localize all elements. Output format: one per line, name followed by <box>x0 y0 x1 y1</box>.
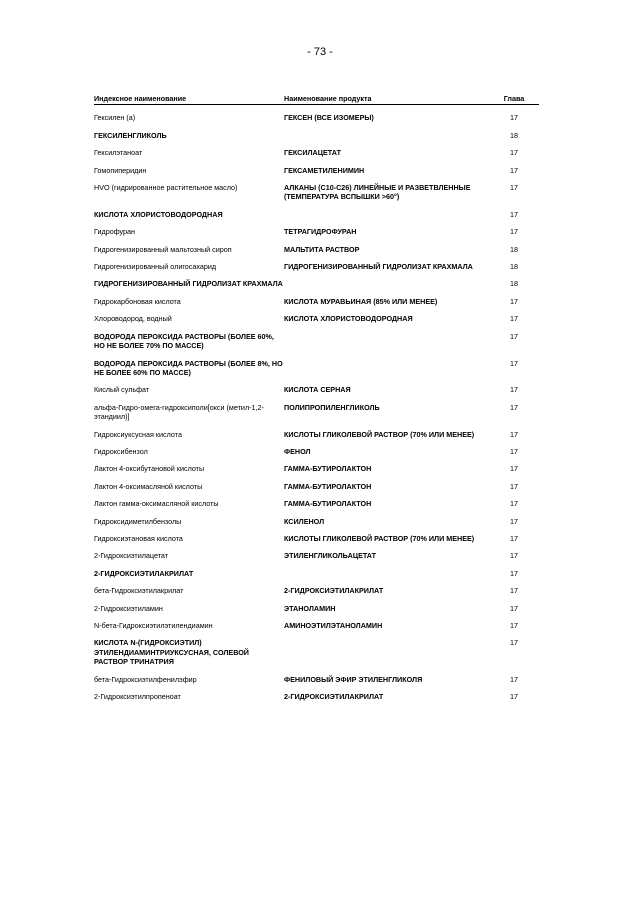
product-name-cell: ЭТАНОЛАМИН <box>284 603 336 613</box>
column-header-chapter: Глава <box>489 94 539 105</box>
index-name-cell: Лактон 4-оксимасляной кислоты <box>94 481 203 491</box>
table-row <box>94 293 539 310</box>
index-name-cell: 2-Гидроксиэтилпропеноат <box>94 692 181 702</box>
index-name-cell: КИСЛОТА ХЛОРИСТОВОДОРОДНАЯ <box>94 209 223 219</box>
chapter-cell: 17 <box>510 429 518 439</box>
index-table <box>94 94 539 705</box>
product-name-cell: ГАММА-БУТИРОЛАКТОН <box>284 464 372 474</box>
chapter-cell: 17 <box>510 638 518 648</box>
table-row <box>94 565 539 582</box>
index-name-cell: N-бета-Гидроксиэтилэтилендиамин <box>94 621 213 630</box>
table-row <box>94 328 539 355</box>
index-name-cell: Гидрогенизированный мальтозный сироп <box>94 244 232 254</box>
table-row <box>94 310 539 327</box>
table-row <box>94 275 539 292</box>
table-row <box>94 105 539 127</box>
table-body <box>94 105 539 706</box>
column-header-product-name: Наименование продукта <box>284 94 489 105</box>
table-row <box>94 426 539 443</box>
index-name-cell: 2-ГИДРОКСИЭТИЛАКРИЛАТ <box>94 568 194 578</box>
product-name-cell: 2-ГИДРОКСИЭТИЛАКРИЛАТ <box>284 692 384 702</box>
index-name-cell: Гидроксибензол <box>94 446 148 456</box>
product-name-cell <box>284 355 489 382</box>
index-name-cell: ГЕКСИЛЕНГЛИКОЛЬ <box>94 130 167 140</box>
index-name-cell: Гексилэтаноат <box>94 148 143 158</box>
chapter-cell: 17 <box>510 551 518 561</box>
table-row <box>94 179 539 206</box>
table-row <box>94 688 539 705</box>
table-row <box>94 582 539 599</box>
index-name-cell: 2-Гидроксиэтилацетат <box>94 551 169 561</box>
product-name-cell: КИСЛОТА МУРАВЬИНАЯ (85% ИЛИ МЕНЕЕ) <box>284 296 438 306</box>
product-name-cell <box>284 565 489 582</box>
product-name-cell: ПОЛИПРОПИЛЕНГЛИКОЛЬ <box>284 402 380 412</box>
index-name-cell: Гидрокарбоновая кислота <box>94 296 181 306</box>
chapter-cell: 18 <box>510 130 518 140</box>
table-row <box>94 530 539 547</box>
chapter-cell: 17 <box>510 481 518 491</box>
chapter-cell: 18 <box>510 262 518 272</box>
chapter-cell: 17 <box>510 603 518 613</box>
chapter-cell: 17 <box>510 331 518 341</box>
chapter-cell: 17 <box>510 499 518 509</box>
product-name-cell: ГАММА-БУТИРОЛАКТОН <box>284 481 372 491</box>
product-name-cell: КИСЛОТЫ ГЛИКОЛЕВОЙ РАСТВОР (70% ИЛИ МЕНЕЕ) <box>284 533 475 543</box>
chapter-cell: 17 <box>510 358 518 368</box>
index-name-cell: Гидроксидиметилбензолы <box>94 516 182 526</box>
index-name-cell: Хлороводород, водный <box>94 314 172 324</box>
product-name-cell: ГАММА-БУТИРОЛАКТОН <box>284 499 372 509</box>
index-name-cell: ГИДРОГЕНИЗИРОВАННЫЙ ГИДРОЛИЗАТ КРАХМАЛА <box>94 279 283 289</box>
product-name-cell: ГЕКСЕН (ВСЕ ИЗОМЕРЫ) <box>284 113 374 123</box>
chapter-cell: 17 <box>510 533 518 543</box>
index-name-cell: бета-Гидроксиэтилфенилэфир <box>94 674 197 684</box>
page-number: - 73 - <box>307 46 333 58</box>
chapter-cell: 18 <box>510 279 518 289</box>
table-row <box>94 399 539 426</box>
product-name-cell: ГИДРОГЕНИЗИРОВАННЫЙ ГИДРОЛИЗАТ КРАХМАЛА <box>284 262 473 272</box>
index-name-cell: Гидроксиэтановая кислота <box>94 533 183 543</box>
chapter-cell: 17 <box>510 464 518 474</box>
product-name-cell <box>284 275 489 292</box>
product-name-cell: АМИНОЭТИЛЭТАНОЛАМИН <box>284 621 383 630</box>
table-row <box>94 617 539 634</box>
product-name-cell: КИСЛОТЫ ГЛИКОЛЕВОЙ РАСТВОР (70% ИЛИ МЕНЕЕ) <box>284 429 475 439</box>
table-row <box>94 223 539 240</box>
chapter-cell: 17 <box>510 692 518 702</box>
index-name-cell: Лактон гамма-оксимасляной кислоты <box>94 499 219 509</box>
index-name-cell: ВОДОРОДА ПЕРОКСИДА РАСТВОРЫ (БОЛЕЕ 60%, НО НЕ БОЛЕЕ 70% ПО МАССЕ) <box>94 331 274 351</box>
index-name-cell: Кислый сульфат <box>94 385 150 395</box>
index-name-cell: Лактон 4-оксибутановой кислоты <box>94 464 205 474</box>
index-name-cell: бета-Гидроксиэтилакрилат <box>94 586 184 596</box>
product-name-cell: ТЕТРАГИДРОФУРАН <box>284 227 357 237</box>
product-name-cell: 2-ГИДРОКСИЭТИЛАКРИЛАТ <box>284 586 384 596</box>
table-row <box>94 634 539 670</box>
table-row <box>94 600 539 617</box>
table-header-row <box>94 94 539 105</box>
product-name-cell: АЛКАНЫ (С10-С26) ЛИНЕЙНЫЕ И РАЗВЕТВЛЕННЫЕ (ТЕМПЕРАТУРА ВСПЫШКИ >60°) <box>284 183 471 202</box>
index-name-cell: ВОДОРОДА ПЕРОКСИДА РАСТВОРЫ (БОЛЕЕ 8%, НО НЕ БОЛЕЕ 60% ПО МАССЕ) <box>94 358 283 377</box>
table-row <box>94 241 539 258</box>
product-name-cell: ФЕНОЛ <box>284 446 311 456</box>
chapter-cell: 18 <box>510 244 518 254</box>
index-name-cell: Гексилен (а) <box>94 113 136 123</box>
table-row <box>94 443 539 460</box>
product-name-cell: ГЕКСАМЕТИЛЕНИМИН <box>284 165 365 175</box>
table-row <box>94 513 539 530</box>
chapter-cell: 17 <box>510 586 518 596</box>
chapter-cell: 17 <box>510 385 518 395</box>
chapter-cell: 17 <box>510 446 518 456</box>
chapter-cell: 17 <box>510 227 518 237</box>
product-name-cell: МАЛЬТИТА РАСТВОР <box>284 244 360 254</box>
chapter-cell: 17 <box>510 402 518 412</box>
chapter-cell: 17 <box>510 621 518 630</box>
product-name-cell: КСИЛЕНОЛ <box>284 516 325 526</box>
index-name-cell: Гидрогенизированный олигосахарид <box>94 262 217 272</box>
index-name-cell: КИСЛОТА N-(ГИДРОКСИЭТИЛ) ЭТИЛЕНДИАМИНТРИУКСУСНАЯ, СОЛЕВОЙ РАСТВОР ТРИНАТРИЯ <box>94 638 249 667</box>
product-name-cell <box>284 127 489 144</box>
table-row <box>94 478 539 495</box>
chapter-cell: 17 <box>510 148 518 158</box>
table-row <box>94 162 539 179</box>
chapter-cell: 17 <box>510 516 518 526</box>
index-name-cell: HVO (гидрированное растительное масло) <box>94 183 238 193</box>
chapter-cell: 17 <box>510 165 518 175</box>
index-name-cell: Гомопиперидин <box>94 165 147 175</box>
table-row <box>94 258 539 275</box>
table-row <box>94 206 539 223</box>
table-row <box>94 381 539 398</box>
chapter-cell: 17 <box>510 209 518 219</box>
index-name-cell: Гидрофуран <box>94 227 136 237</box>
chapter-cell: 17 <box>510 568 518 578</box>
chapter-cell: 17 <box>510 296 518 306</box>
product-name-cell: ФЕНИЛОВЫЙ ЭФИР ЭТИЛЕНГЛИКОЛЯ <box>284 674 423 684</box>
index-name-cell: Гидроксиуксусная кислота <box>94 429 182 439</box>
chapter-cell: 17 <box>510 183 518 193</box>
table-row <box>94 460 539 477</box>
index-name-cell: 2-Гидроксиэтиламин <box>94 603 163 613</box>
table-row <box>94 671 539 688</box>
table-row <box>94 355 539 382</box>
table-row <box>94 495 539 512</box>
product-name-cell: КИСЛОТА СЕРНАЯ <box>284 385 351 395</box>
chapter-cell: 17 <box>510 314 518 324</box>
table-row <box>94 127 539 144</box>
product-name-cell <box>284 634 489 670</box>
table-row <box>94 547 539 564</box>
table-row <box>94 144 539 161</box>
product-name-cell: ЭТИЛЕНГЛИКОЛЬАЦЕТАТ <box>284 551 377 561</box>
product-name-cell: ГЕКСИЛАЦЕТАТ <box>284 148 341 158</box>
index-name-cell: альфа-Гидро-омега-гидроксиполи[окси (метил-1,2-этандиил)] <box>94 402 264 422</box>
chapter-cell: 17 <box>510 113 518 123</box>
product-name-cell: КИСЛОТА ХЛОРИСТОВОДОРОДНАЯ <box>284 314 413 324</box>
product-name-cell <box>284 328 489 355</box>
chapter-cell: 17 <box>510 674 518 684</box>
column-header-index-name: Индексное наименование <box>94 94 284 105</box>
product-name-cell <box>284 206 489 223</box>
